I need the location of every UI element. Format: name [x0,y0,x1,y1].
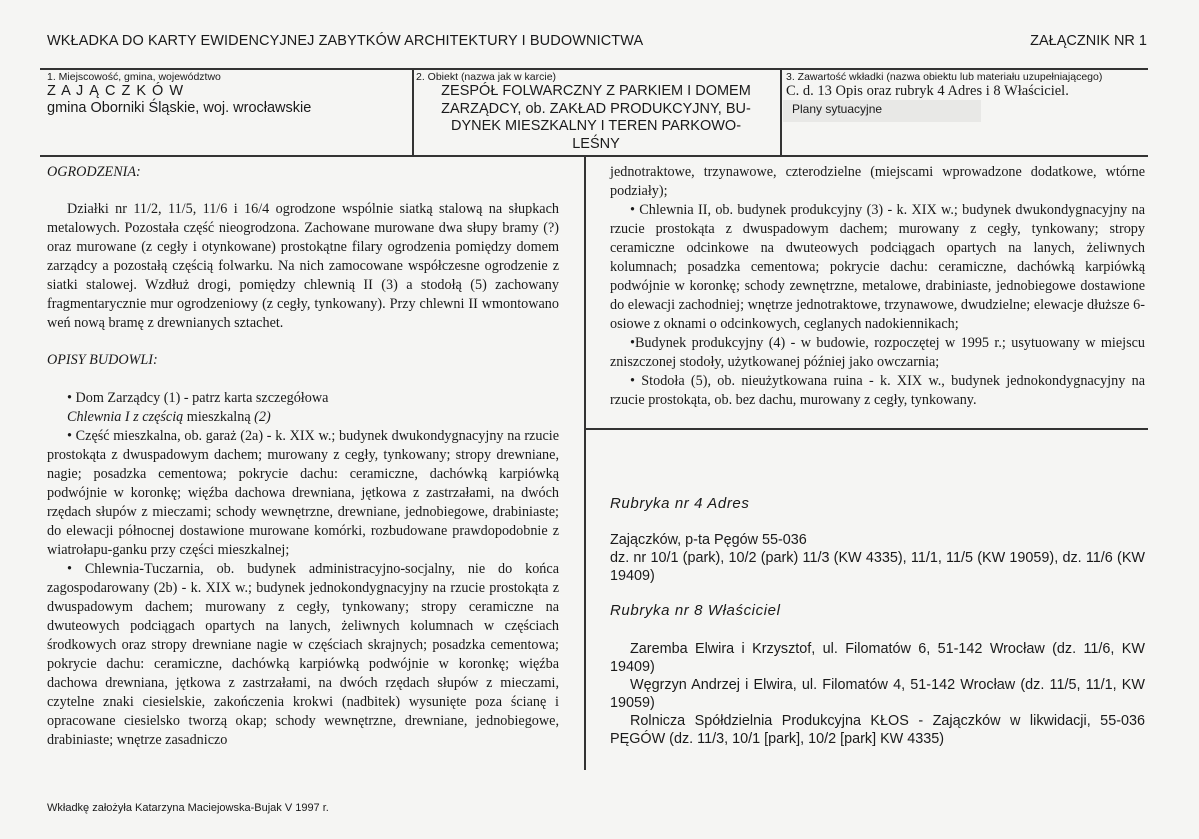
object-name-line-1: ZESPÓŁ FOLWARCZNY Z PARKIEM I DOMEM [441,83,751,99]
piggery-subheading-number: (2) [254,409,271,425]
address-line: Zajączków, p-ta Pęgów 55-036 [610,532,807,548]
column-divider [584,155,586,770]
piggery-subheading-italic: Chlewnia I z częścią [67,409,184,425]
header-bottom-rule [40,155,1148,157]
box-divider-1 [412,68,414,156]
contents-box [786,71,1148,100]
piggery-two-item: • Chlewnia II, ob. budynek produkcyjny (3) - k. XIX w.; budynek dwukondygnacyjny na rzucie prostokąta z dwuspadowym dachem; murowany z cegły, tynkowany; stropy ceramiczne odcinkowe na dwuteowych podciągach opartych na lanych, żeliwnych kolumnach; posadzka cementowa; pokrycie dachu: ceramiczne, dachówką karpiówką podwójnie w koronkę; schody zewnętrzne, metalowe, drabiniaste, jednobiegowe dostawione do elewacji zachodniej; wnętrze jednotraktowe, trzynawowe, dwudzielne; elewacje dłuższe 6-osiowe z oknami o odcinkowych, ceglanych nadokiennikach; [610,202,1145,332]
fences-heading: OGRODZENIA: [47,164,141,180]
commune-name: gmina Oborniki Śląskie, woj. wrocławskie [47,100,312,116]
fences-text: Działki nr 11/2, 11/5, 11/6 i 16/4 ogrodzone wspólnie siatką stalową na słupkach metalowych. Pozostała część nieogrodzona. Zachowane murowane dwa słupy bramy (?) oraz murowane (z cegły i otynkowane) prostokątne filary ogrodzenia pomiędzy domem zarządcy a pozostałą częścią folwarku. Na nich zamocowane współczesne ogrodzenie z siatki stalowej. Wzdłuż drogi, pomiędzy chlewnią II (3) a stodołą (5) zachowany fragmentarycznie mur ogrodzeniowy (z cegły, tynkowany). Przy chlewni II wmontowano weń nową bramę z drewnianych sztachet. [47,201,559,331]
top-rule [40,68,1148,70]
owner-3: Rolnicza Spółdzielnia Produkcyjna KŁOS - Zajączków w likwidacji, 55-036 PĘGÓW (dz. 11/3, 10/1 [park], 10/2 [park] KW 4335) [610,713,1145,747]
residential-part-item: • Część mieszkalna, ob. garaż (2a) - k. XIX w.; budynek dwukondygnacyjny na rzucie prostokąta z dwuspadowym dachem; murowany z cegły, tynkowany; stropy drewniane, nagie; posadzka cementowa; pokrycie dachu: ceramiczne, dachówką karpiówką podwójnie w koronkę; więźba dachowa drewniana, jętkowa z zastrzałami, na dwóch rzędach słupów z mieczami; schody wewnętrzne, drewniane, jednobiegowe, drabiniaste; do elewacji północnej dostawione murowane komórki, rozbudowane prawdopodobnie z wiatrołapu-ganku przy części mieszkalnej; [47,428,559,558]
object-name-line-3: DYNEK MIESZKALNY I TEREN PARKOWO- [450,118,742,134]
form-title: WKŁADKA DO KARTY EWIDENCYJNEJ ZABYTKÓW ARCHITEKTURY I BUDOWNICTWA [47,33,644,49]
right-column [610,163,1145,410]
location-box [47,71,407,117]
contents-text: C. d. 13 Opis oraz rubryk 4 Adres i 8 Właściciel. [786,83,1069,99]
owners-block [610,640,1145,748]
barn-item: • Stodoła (5), ob. nieużytkowana ruina - k. XIX w., budynek jednokondygnacyjny na rzucie prostokąta, ob. bez dachu, murowany z cegły, tynkowany. [610,373,1145,408]
parcels-line: dz. nr 10/1 (park), 10/2 (park) 11/3 (KW 4335), 11/1, 11/5 (KW 19059), dz. 11/6 (KW 19409) [610,550,1145,584]
site-plans-note: Plany sytuacyjne [783,100,981,122]
interior-continuation: jednotraktowe, trzynawowe, czterodzielne (miejscami wprowadzone dodatkowe, wtórne podziały); [610,164,1145,199]
contents-label: 3. Zawartość wkładki (nazwa obiektu lub materiału uzupełniającego) [786,71,1103,83]
box-divider-2 [780,68,782,156]
attachment-label: ZAŁĄCZNIK NR 1 [1030,33,1147,49]
left-column [47,163,559,750]
owner-2: Węgrzyn Andrzej i Elwira, ul. Filomatów 4, 51-142 Wrocław (dz. 11/5, 11/1, KW 19059) [610,677,1145,711]
fattening-piggery-item: • Chlewnia-Tuczarnia, ob. budynek administracyjno-socjalny, nie do końca zagospodarowany (2b) - k. XIX w.; budynek jednokondygnacyjny na rzucie prostokąta z dwuspadowym dachem; murowany z cegły, tynkowany; stropy ceramiczne na dwuteowych podciągach opartych na lanych, żeliwnych kolumnach w częściach środkowych oraz stropy drewniane nagie w częściach skrajnych; posadzka cementowa; pokrycie dachu: ceramiczne, dachówką karpiówką podwójnie w koronkę; więźba dachowa drewniana, jętkowa z zastrzałami, na dwóch rzędach słupów z mieczami, czytelne znaki ciesielskie, zakończenia krokwi (nadbitek) wysunięte poza ścianę i opracowane ciesielsko tworzą okap; schody wewnętrzne, drewniane, jednobiegowe, drabiniaste; wnętrze zasadniczo [47,561,559,748]
owner-1: Zaremba Elwira i Krzysztof, ul. Filomatów 6, 51-142 Wrocław (dz. 11/6, KW 19409) [610,641,1145,675]
production-building-item: •Budynek produkcyjny (4) - w budowie, rozpoczętej w 1995 r.; usytuowany w miejscu zniszczonej stodoły, użytkowanej później jako owczarnia; [610,335,1145,370]
descriptions-heading: OPISY BUDOWLI: [47,352,158,368]
piggery-subheading-normal: mieszkalną [183,409,255,425]
object-label: 2. Obiekt (nazwa jak w karcie) [416,71,557,83]
manager-house-item: • Dom Zarządcy (1) - patrz karta szczegółowa [67,390,329,406]
object-box [416,71,776,153]
object-name-line-4: LEŚNY [572,135,620,152]
owner-heading: Rubryka nr 8 Właściciel [610,602,781,619]
piggery-subheading [47,408,559,427]
village-name: Z A J Ą C Z K Ó W [47,83,185,99]
address-block [610,531,1145,585]
author-footer: Wkładkę założyła Katarzyna Maciejowska-Bujak V 1997 r. [47,802,329,814]
right-column-rule [584,428,1148,430]
object-name-line-2: ZARZĄDCY, ob. ZAKŁAD PRODUKCYJNY, BU- [441,100,751,117]
address-heading: Rubryka nr 4 Adres [610,495,750,512]
location-label: 1. Miejscowość, gmina, województwo [47,71,221,83]
